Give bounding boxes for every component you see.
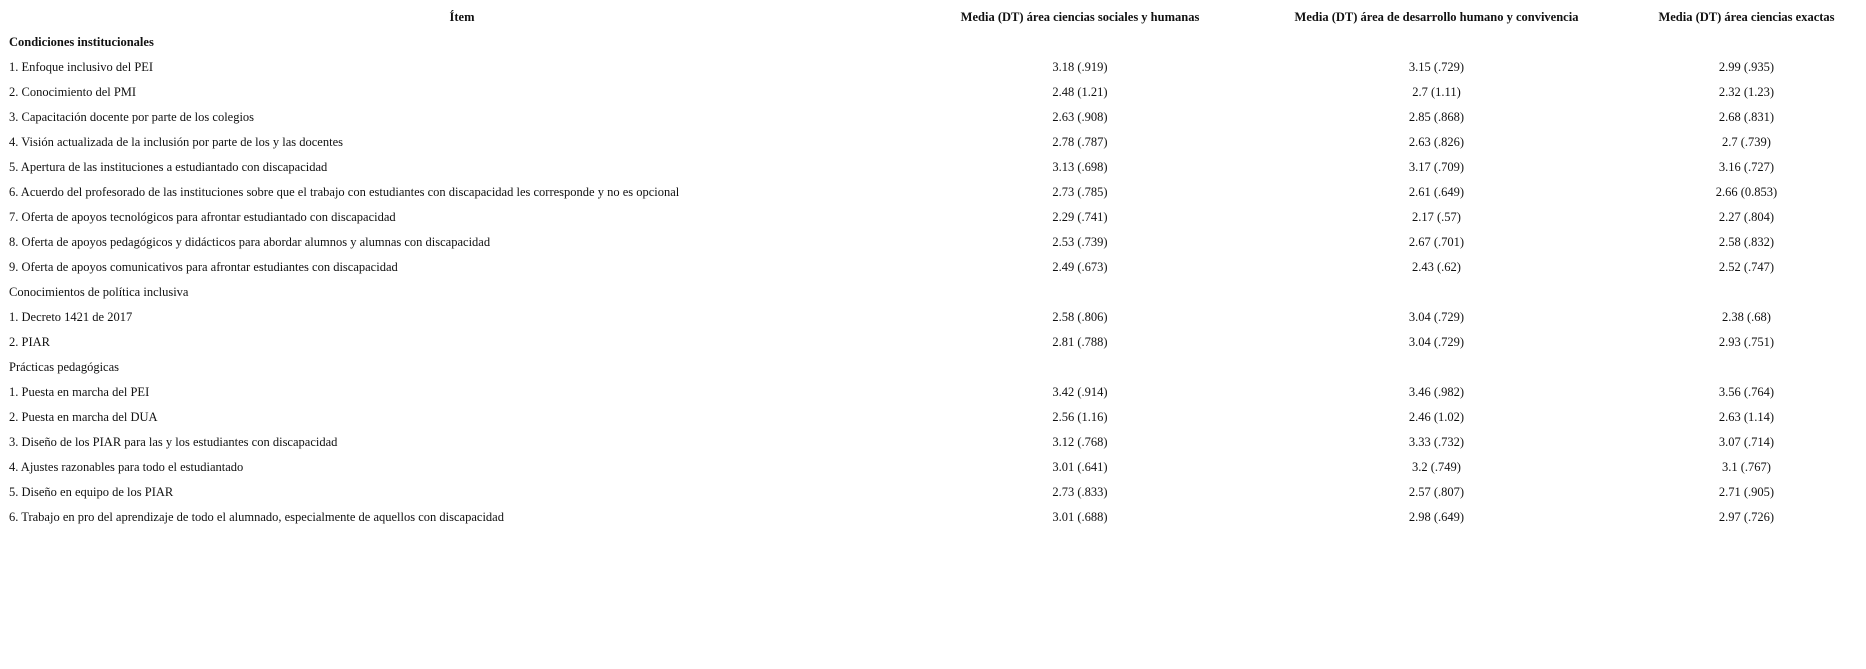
value-social-sciences: 3.13 (.698): [1052, 160, 1108, 174]
value-exact-sciences: 3.56 (.764): [1718, 385, 1775, 399]
value-exact-sciences: 3.1 (.767): [1722, 460, 1771, 474]
value-human-development: 2.43 (.62): [1412, 260, 1461, 274]
item-label: 2. Puesta en marcha del DUA: [9, 410, 158, 424]
value-social-sciences: 2.48 (1.21): [1052, 85, 1108, 99]
table-row: [6, 380, 1862, 405]
table-row: [6, 55, 1862, 80]
value-exact-sciences: 2.66 (0.853): [1715, 185, 1778, 199]
item-label: 5. Apertura de las instituciones a estudiantado con discapacidad: [9, 160, 328, 174]
value-social-sciences: 2.78 (.787): [1052, 135, 1108, 149]
value-human-development: 2.17 (.57): [1412, 210, 1461, 224]
value-human-development: 3.2 (.749): [1412, 460, 1461, 474]
value-social-sciences: 3.01 (.688): [1052, 510, 1108, 524]
item-label: 9. Oferta de apoyos comunicativos para afrontar estudiantes con discapacidad: [9, 260, 398, 274]
value-human-development: 2.67 (.701): [1408, 235, 1465, 249]
value-exact-sciences: 2.71 (.905): [1718, 485, 1775, 499]
table-row: [6, 305, 1862, 330]
item-label: 6. Acuerdo del profesorado de las instituciones sobre que el trabajo con estudiantes con discapacidad les corresponde y no es opcional: [9, 185, 680, 199]
table-row: [6, 205, 1862, 230]
value-exact-sciences: 3.07 (.714): [1718, 435, 1775, 449]
value-human-development: 2.7 (1.11): [1412, 85, 1461, 99]
value-social-sciences: 2.81 (.788): [1052, 335, 1108, 349]
item-label: 8. Oferta de apoyos pedagógicos y didácticos para abordar alumnos y alumnas con discapacidad: [9, 235, 491, 249]
table-body: [6, 30, 1862, 530]
section-row: [6, 280, 1862, 305]
table-row: [6, 80, 1862, 105]
value-exact-sciences: 2.38 (.68): [1722, 310, 1771, 324]
value-exact-sciences: 3.16 (.727): [1718, 160, 1775, 174]
results-table: [6, 5, 1862, 530]
value-exact-sciences: 2.63 (1.14): [1718, 410, 1775, 424]
table-row: [6, 155, 1862, 180]
value-exact-sciences: 2.27 (.804): [1718, 210, 1775, 224]
header-social-sciences: Media (DT) área ciencias sociales y humanas: [960, 10, 1200, 24]
section-title: Conocimientos de política inclusiva: [9, 285, 189, 299]
value-social-sciences: 2.73 (.785): [1052, 185, 1108, 199]
item-label: 5. Diseño en equipo de los PIAR: [9, 485, 174, 499]
value-exact-sciences: 2.68 (.831): [1718, 110, 1775, 124]
value-exact-sciences: 2.97 (.726): [1718, 510, 1775, 524]
value-social-sciences: 2.58 (.806): [1052, 310, 1108, 324]
table-row: [6, 405, 1862, 430]
value-human-development: 2.61 (.649): [1408, 185, 1465, 199]
value-social-sciences: 2.53 (.739): [1052, 235, 1108, 249]
item-label: 4. Ajustes razonables para todo el estudiantado: [9, 460, 244, 474]
value-social-sciences: 3.18 (.919): [1052, 60, 1108, 74]
value-human-development: 3.33 (.732): [1408, 435, 1465, 449]
value-social-sciences: 2.49 (.673): [1052, 260, 1108, 274]
header-human-development: Media (DT) área de desarrollo humano y convivencia: [1294, 10, 1579, 24]
table-row: [6, 505, 1862, 530]
value-social-sciences: 3.42 (.914): [1052, 385, 1108, 399]
value-human-development: 3.17 (.709): [1408, 160, 1465, 174]
value-human-development: 2.85 (.868): [1408, 110, 1465, 124]
item-label: 6. Trabajo en pro del aprendizaje de todo el alumnado, especialmente de aquellos con discapacidad: [9, 510, 504, 524]
value-human-development: 3.04 (.729): [1408, 335, 1465, 349]
table-row: [6, 230, 1862, 255]
header-item: Ítem: [449, 10, 475, 24]
item-label: 3. Capacitación docente por parte de los colegios: [9, 110, 255, 124]
value-human-development: 3.04 (.729): [1408, 310, 1465, 324]
item-label: 3. Diseño de los PIAR para las y los estudiantes con discapacidad: [9, 435, 338, 449]
table-row: [6, 480, 1862, 505]
value-human-development: 2.98 (.649): [1408, 510, 1465, 524]
table-row: [6, 455, 1862, 480]
value-social-sciences: 2.29 (.741): [1052, 210, 1108, 224]
value-exact-sciences: 2.93 (.751): [1718, 335, 1775, 349]
table-row: [6, 430, 1862, 455]
section-row: [6, 355, 1862, 380]
section-row: [6, 30, 1862, 55]
value-exact-sciences: 2.52 (.747): [1718, 260, 1775, 274]
value-social-sciences: 3.12 (.768): [1052, 435, 1108, 449]
item-label: 1. Enfoque inclusivo del PEI: [9, 60, 154, 74]
table-row: [6, 255, 1862, 280]
value-social-sciences: 2.73 (.833): [1052, 485, 1108, 499]
header-row: [6, 5, 1862, 30]
value-human-development: 2.46 (1.02): [1408, 410, 1465, 424]
table-row: [6, 130, 1862, 155]
item-label: 4. Visión actualizada de la inclusión por parte de los y las docentes: [9, 135, 343, 149]
value-human-development: 3.15 (.729): [1408, 60, 1465, 74]
table-header: [6, 5, 1862, 30]
value-exact-sciences: 2.58 (.832): [1718, 235, 1775, 249]
item-label: 7. Oferta de apoyos tecnológicos para afrontar estudiantado con discapacidad: [9, 210, 396, 224]
value-human-development: 3.46 (.982): [1408, 385, 1465, 399]
value-exact-sciences: 2.7 (.739): [1722, 135, 1771, 149]
value-social-sciences: 2.63 (.908): [1052, 110, 1108, 124]
item-label: 1. Puesta en marcha del PEI: [9, 385, 150, 399]
value-human-development: 2.57 (.807): [1408, 485, 1465, 499]
item-label: 1. Decreto 1421 de 2017: [9, 310, 133, 324]
section-title: Prácticas pedagógicas: [9, 360, 120, 374]
value-exact-sciences: 2.99 (.935): [1718, 60, 1775, 74]
table-row: [6, 105, 1862, 130]
item-label: 2. Conocimiento del PMI: [9, 85, 137, 99]
results-table-container: [6, 5, 1862, 530]
value-human-development: 2.63 (.826): [1408, 135, 1465, 149]
section-title: Condiciones institucionales: [9, 35, 154, 49]
value-social-sciences: 2.56 (1.16): [1052, 410, 1108, 424]
table-row: [6, 180, 1862, 205]
value-exact-sciences: 2.32 (1.23): [1718, 85, 1775, 99]
value-social-sciences: 3.01 (.641): [1052, 460, 1108, 474]
header-exact-sciences: Media (DT) área ciencias exactas: [1658, 10, 1835, 24]
item-label: 2. PIAR: [9, 335, 50, 349]
table-row: [6, 330, 1862, 355]
